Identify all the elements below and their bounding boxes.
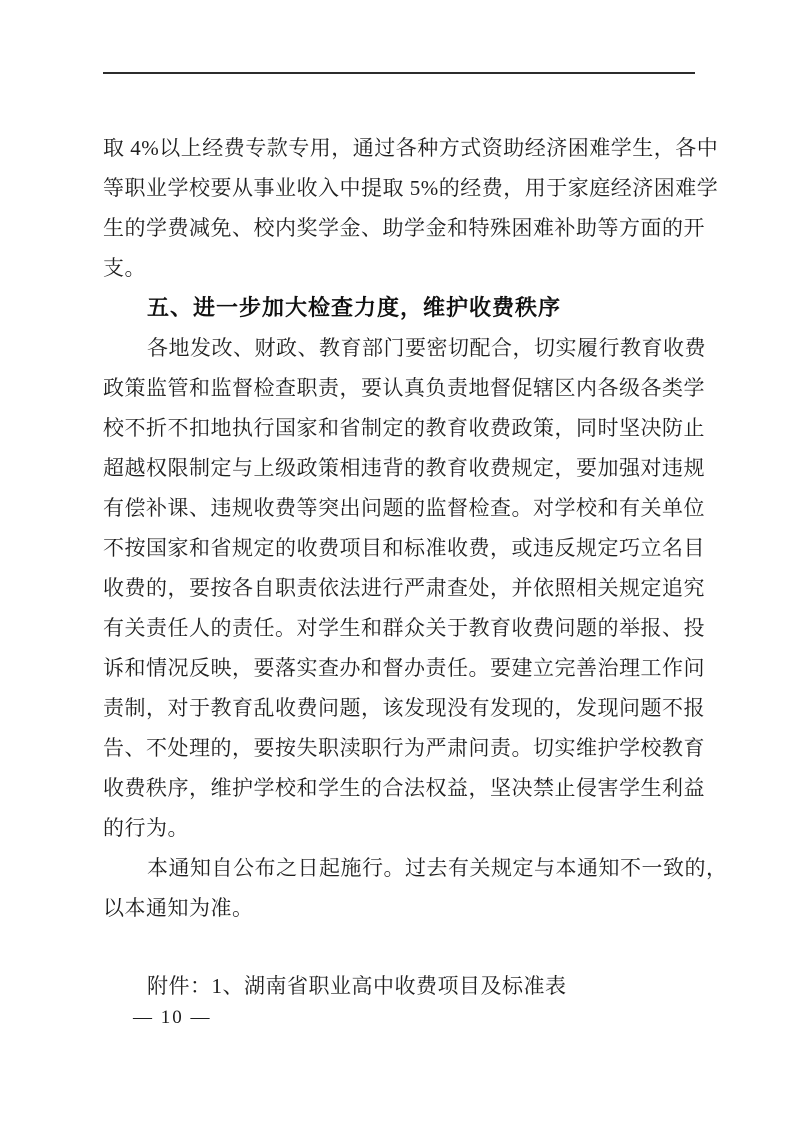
body-line: 本通知自公布之日起施行。过去有关规定与本通知不一致的， xyxy=(147,856,728,880)
body-paragraph xyxy=(103,328,706,848)
body-line: 责制，对于教育乱收费问题，该发现没有发现的，发现问题不报 xyxy=(103,696,705,720)
body-line: 等职业学校要从事业收入中提取 5%的经费，用于家庭经济困难学 xyxy=(103,176,719,200)
body-line: 以本通知为准。 xyxy=(103,896,254,920)
body-line: 有关责任人的责任。对学生和群众关于教育收费问题的举报、投 xyxy=(103,616,705,640)
document-body xyxy=(103,128,728,1006)
header-rule xyxy=(103,72,695,74)
page-number: — 10 — xyxy=(133,1007,212,1028)
body-line: 超越权限制定与上级政策相违背的教育收费规定，要加强对违规 xyxy=(103,456,705,480)
body-line: 收费秩序，维护学校和学生的合法权益，坚决禁止侵害学生利益 xyxy=(103,776,705,800)
body-line: 取 4%以上经费专款专用，通过各种方式资助经济困难学生，各中 xyxy=(103,136,719,160)
body-paragraph xyxy=(103,848,728,928)
continuation-paragraph xyxy=(103,128,719,288)
attachment-line: 附件：1、湖南省职业高中收费项目及标准表 xyxy=(147,974,567,998)
body-line: 有偿补课、违规收费等突出问题的监督检查。对学校和有关单位 xyxy=(103,496,705,520)
section-heading: 五、进一步加大检查力度，维护收费秩序 xyxy=(147,295,562,320)
body-line: 诉和情况反映，要落实查办和督办责任。要建立完善治理工作问 xyxy=(103,656,705,680)
body-line: 告、不处理的，要按失职渎职行为严肃问责。切实维护学校教育 xyxy=(103,736,705,760)
body-line: 生的学费减免、校内奖学金、助学金和特殊困难补助等方面的开 xyxy=(103,216,705,240)
body-line: 校不折不扣地执行国家和省制定的教育收费政策，同时坚决防止 xyxy=(103,416,705,440)
body-line: 不按国家和省规定的收费项目和标准收费，或违反规定巧立名目 xyxy=(103,536,705,560)
body-line: 政策监管和监督检查职责，要认真负责地督促辖区内各级各类学 xyxy=(103,376,705,400)
body-line: 收费的，要按各自职责依法进行严肃查处，并依照相关规定追究 xyxy=(103,576,705,600)
body-line: 支。 xyxy=(103,256,146,280)
body-line: 的行为。 xyxy=(103,816,189,840)
body-line: 各地发改、财政、教育部门要密切配合，切实履行教育收费 xyxy=(147,336,706,360)
